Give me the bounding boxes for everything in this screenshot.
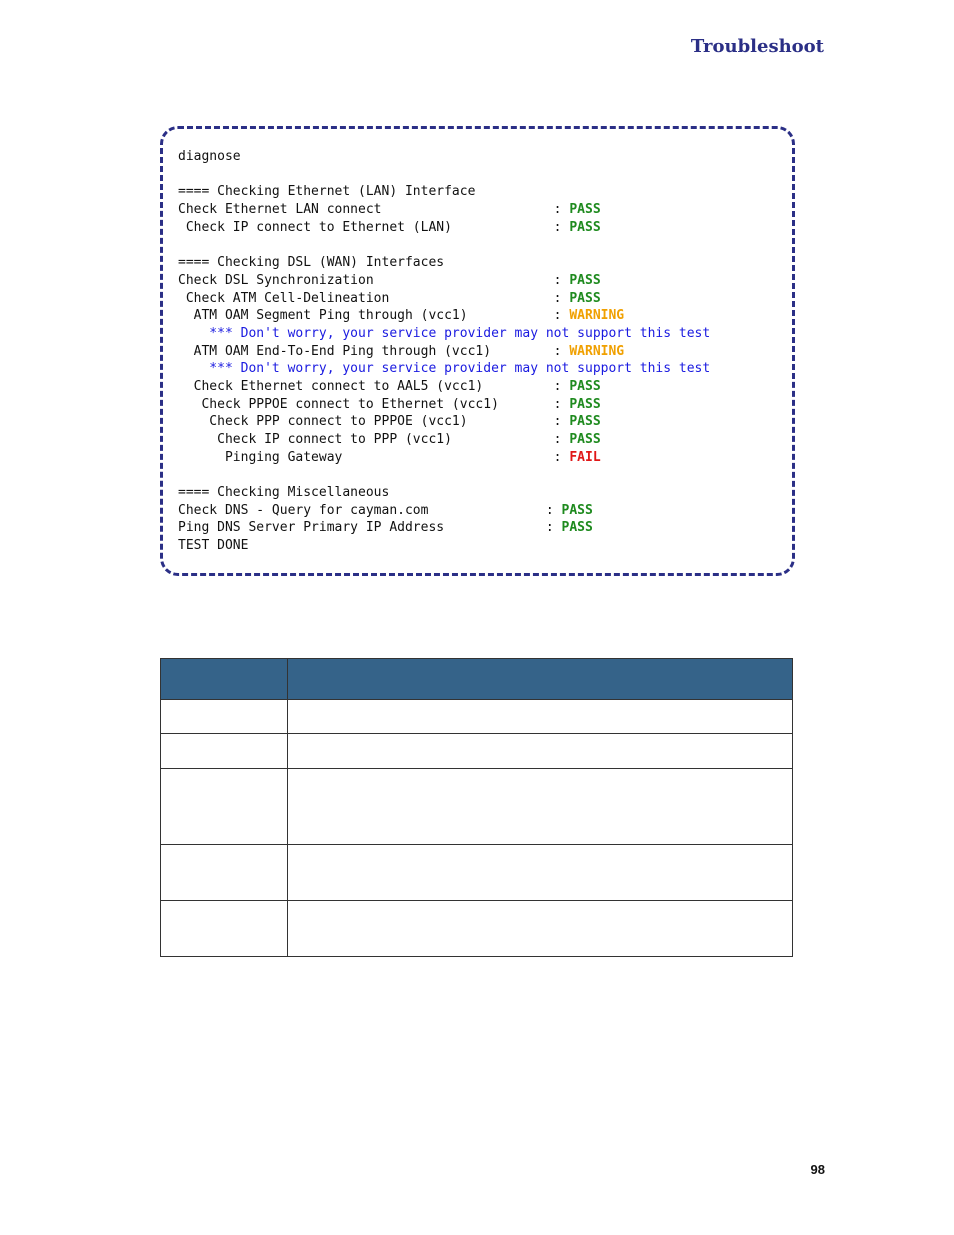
console-line-text: ATM OAM Segment Ping through (vcc1) : (178, 308, 570, 324)
table-cell (288, 901, 793, 957)
table-row (161, 734, 793, 769)
table-cell (161, 845, 288, 901)
status-pass: PASS (569, 202, 601, 218)
console-line-text: Check PPP connect to PPPOE (vcc1) : (178, 414, 570, 430)
status-pass: PASS (561, 520, 593, 536)
console-line (178, 254, 710, 272)
table-row (161, 700, 793, 734)
console-line-text: Check Ethernet LAN connect : (178, 202, 570, 218)
console-line-text: ==== Checking DSL (WAN) Interfaces (178, 255, 445, 271)
console-line-text: Check PPPOE connect to Ethernet (vcc1) : (178, 396, 570, 412)
console-note-text: *** Don't worry, your service provider may not support this test (178, 325, 711, 341)
table-cell (288, 734, 793, 769)
table-cell (288, 769, 793, 845)
console-line-text: Check IP connect to PPP (vcc1) : (178, 432, 570, 447)
console-line (178, 431, 710, 449)
console-line-text: Check ATM Cell-Delineation : (178, 290, 570, 306)
console-line (178, 519, 710, 537)
table-cell (288, 845, 793, 901)
status-pass: PASS (569, 290, 601, 306)
status-pass: PASS (569, 272, 601, 288)
console-line-text: ==== Checking Ethernet (LAN) Interface (178, 184, 476, 200)
status-warning: WARNING (569, 308, 625, 324)
table-row (161, 901, 793, 957)
console-line (178, 183, 710, 201)
console-line (178, 236, 710, 254)
console-line (178, 378, 710, 396)
table-cell (161, 734, 288, 769)
console-line-text: ATM OAM End-To-End Ping through (vcc1) : (178, 343, 570, 359)
console-line (178, 502, 710, 520)
console-line-text: TEST DONE (178, 538, 249, 554)
console-line-text: Check IP connect to Ethernet (LAN) : (178, 219, 570, 235)
table-cell (161, 901, 288, 957)
status-pass: PASS (569, 378, 601, 394)
console-line (178, 290, 710, 308)
console-line (178, 272, 710, 290)
status-warning: WARNING (569, 343, 625, 359)
console-line-text: Ping DNS Server Primary IP Address : (178, 520, 562, 536)
console-line (178, 537, 710, 555)
console-line (178, 413, 710, 431)
console-line-text: Check Ethernet connect to AAL5 (vcc1) : (178, 378, 570, 394)
console-line (178, 360, 710, 378)
console-line (178, 396, 710, 414)
table-row (161, 769, 793, 845)
table-header-row (161, 659, 793, 700)
console-line (178, 325, 710, 343)
console-line-text: Check DNS - Query for cayman.com : (178, 502, 562, 518)
status-pass: PASS (569, 219, 601, 235)
status-pass: PASS (561, 502, 593, 518)
status-pass: PASS (569, 396, 601, 412)
console-line-text: ==== Checking Miscellaneous (178, 485, 390, 501)
table-row (161, 845, 793, 901)
console-line (178, 343, 710, 361)
table-header-cell (161, 659, 288, 700)
table-header-cell (288, 659, 793, 700)
console-line-text: diagnose (178, 149, 241, 164)
console-line (178, 466, 710, 484)
console-line-text: Check DSL Synchronization : (178, 272, 570, 288)
console-output (178, 148, 710, 555)
console-line (178, 484, 710, 502)
page-header-title: Troubleshoot (690, 36, 824, 57)
console-line (178, 148, 710, 166)
console-line (178, 307, 710, 325)
info-table (160, 658, 793, 957)
console-line (178, 166, 710, 184)
console-line (178, 201, 710, 219)
console-line (178, 219, 710, 237)
console-line (178, 449, 710, 467)
status-fail: FAIL (569, 449, 601, 465)
table-cell (288, 700, 793, 734)
status-pass: PASS (569, 432, 601, 447)
table-cell (161, 769, 288, 845)
table-cell (161, 700, 288, 734)
status-pass: PASS (569, 414, 601, 430)
console-note-text: *** Don't worry, your service provider may not support this test (178, 361, 711, 377)
page-number: 98 (810, 1162, 825, 1177)
console-line-text: Pinging Gateway : (178, 449, 570, 465)
